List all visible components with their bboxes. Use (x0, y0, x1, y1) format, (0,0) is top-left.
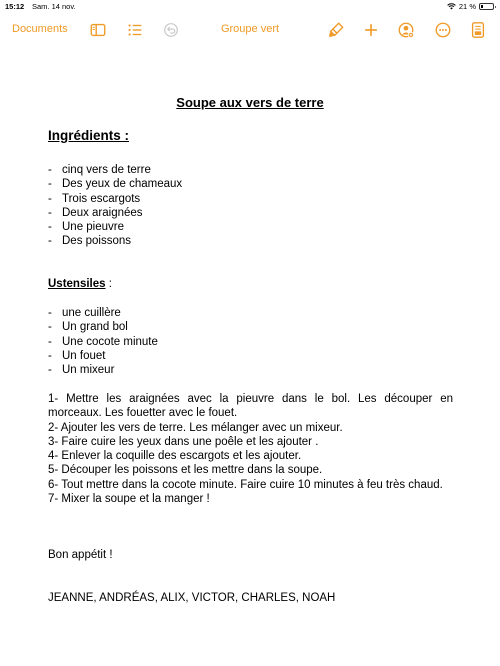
list-item: - une cuillère (48, 307, 121, 319)
more-icon[interactable] (433, 20, 453, 40)
step-paragraph: 7- Mixer la soupe et la manger ! (48, 493, 210, 506)
ingredients-heading: Ingrédients : (48, 128, 130, 143)
closing-line: Bon appétit ! (48, 549, 113, 561)
list-item: - Un mixeur (48, 364, 115, 377)
step-paragraph: 6- Tout mettre dans la cocote minute. Faire cuire 10 minutes à feu très chaud. (48, 478, 443, 491)
step-paragraph: 2- Ajouter les vers de terre. Les mélanger avec un mixeur. (48, 421, 343, 434)
status-right (447, 2, 494, 11)
list-item: - Des poissons (48, 235, 132, 248)
status-time: 15:12 (5, 2, 25, 11)
document-canvas[interactable] (0, 46, 500, 666)
list-item: - Deux araignées (48, 206, 143, 219)
battery-icon (479, 3, 494, 10)
list-item: - Trois escargots (48, 192, 141, 205)
documents-button[interactable]: Documents (12, 23, 68, 35)
list-item: - cinq vers de terre (48, 164, 151, 176)
status-bar (0, 0, 500, 14)
step-paragraph: 5- Découper les poissons et les mettre dans la soupe. (48, 464, 323, 477)
undo-icon[interactable] (161, 20, 181, 40)
list-item: - Un grand bol (48, 321, 128, 334)
ustensiles-list (48, 306, 158, 377)
recipe-steps (48, 392, 453, 506)
battery-text: 21 % (458, 2, 476, 11)
battery-fill (481, 5, 483, 8)
authors-line: JEANNE, ANDRÉAS, ALIX, VICTOR, CHARLES, NOAH (48, 592, 336, 604)
ustensiles-heading-label: Ustensiles (48, 278, 106, 290)
step-paragraph: 3- Faire cuire les yeux dans une poêle et les ajouter . (48, 435, 319, 448)
ingredients-list (48, 163, 182, 249)
wifi-icon (447, 3, 456, 10)
list-icon[interactable] (125, 20, 145, 40)
document-icon[interactable] (468, 20, 488, 40)
paintbrush-icon[interactable] (326, 20, 346, 40)
step-paragraph: 1- Mettre les araignées avec la pieuvre dans le bol. Les découper en morceaux. Les fouetter avec le fouet. (48, 393, 453, 420)
collaborate-icon[interactable] (396, 20, 416, 40)
list-item: - Une cocote minute (48, 335, 158, 348)
step-paragraph: 4- Enlever la coquille des escargots et les ajouter. (48, 450, 302, 463)
plus-icon[interactable] (361, 20, 381, 40)
sidebar-icon[interactable] (88, 20, 108, 40)
ustensiles-heading (48, 278, 112, 290)
list-item: - Des yeux de chameaux (48, 178, 183, 191)
status-date: Sam. 14 nov. (32, 2, 76, 11)
ustensiles-heading-suffix: : (105, 278, 112, 290)
document-title: Groupe vert (220, 23, 280, 35)
list-item: - Un fouet (48, 349, 106, 362)
recipe-title: Soupe aux vers de terre (176, 95, 324, 110)
toolbar (0, 14, 500, 46)
list-item: - Une pieuvre (48, 221, 125, 234)
